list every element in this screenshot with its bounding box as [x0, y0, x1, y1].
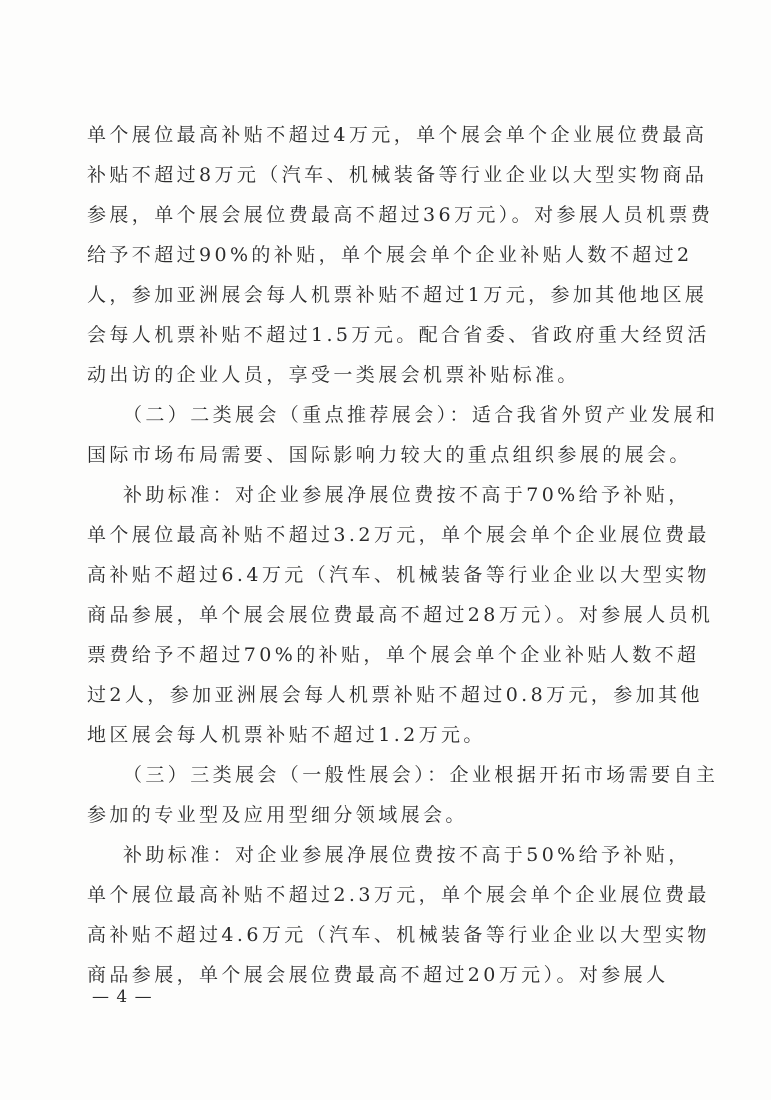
text-line: 会每人机票补贴不超过1.5万元。配合省委、省政府重大经贸活 [87, 324, 710, 346]
section-heading-line: （三）三类展会（一般性展会）：企业根据开拓市场需要自主 [123, 764, 719, 786]
text-line: 单个展位最高补贴不超过4万元，单个展会单个企业展位费最高 [87, 124, 708, 146]
subsidy-standard-line: 补助标准：对企业参展净展位费按不高于70%给予补贴， [123, 484, 691, 506]
text-line: 商品参展，单个展会展位费最高不超过28万元）。对参展人员机 [87, 604, 714, 626]
text-line: 单个展位最高补贴不超过2.3万元，单个展会单个企业展位费最 [87, 884, 710, 906]
text-line: 高补贴不超过6.4万元（汽车、机械装备等行业企业以大型实物 [87, 564, 710, 586]
text-line: 参展，单个展会展位费最高不超过36万元）。对参展人员机票费 [87, 204, 714, 226]
subsidy-standard-line: 补助标准：对企业参展净展位费按不高于50%给予补贴， [123, 844, 691, 866]
text-line: 人，参加亚洲展会每人机票补贴不超过1万元，参加其他地区展 [87, 284, 708, 306]
text-line: 补贴不超过8万元（汽车、机械装备等行业企业以大型实物商品 [87, 164, 708, 186]
text-line: 高补贴不超过4.6万元（汽车、机械装备等行业企业以大型实物 [87, 924, 710, 946]
text-line: 国际市场布局需要、国际影响力较大的重点组织参展的展会。 [87, 444, 692, 466]
section-heading-line: （二）二类展会（重点推荐展会）：适合我省外贸产业发展和 [123, 404, 719, 426]
text-line: 动出访的企业人员，享受一类展会机票补贴标准。 [87, 364, 580, 386]
text-line: 参加的专业型及应用型细分领域展会。 [87, 804, 468, 826]
text-line: 单个展位最高补贴不超过3.2万元，单个展会单个企业展位费最 [87, 524, 710, 546]
text-line: 商品参展，单个展会展位费最高不超过20万元）。对参展人 [87, 964, 669, 986]
text-line: 给予不超过90%的补贴，单个展会单个企业补贴人数不超过2 [87, 244, 693, 266]
text-line: 票费给予不超过70%的补贴，单个展会单个企业补贴人数不超 [87, 644, 700, 666]
text-line: 过2人，参加亚洲展会每人机票补贴不超过0.8万元，参加其他 [87, 684, 703, 706]
text-line: 地区展会每人机票补贴不超过1.2万元。 [87, 724, 486, 746]
page-number: — 4 — [92, 987, 153, 1007]
